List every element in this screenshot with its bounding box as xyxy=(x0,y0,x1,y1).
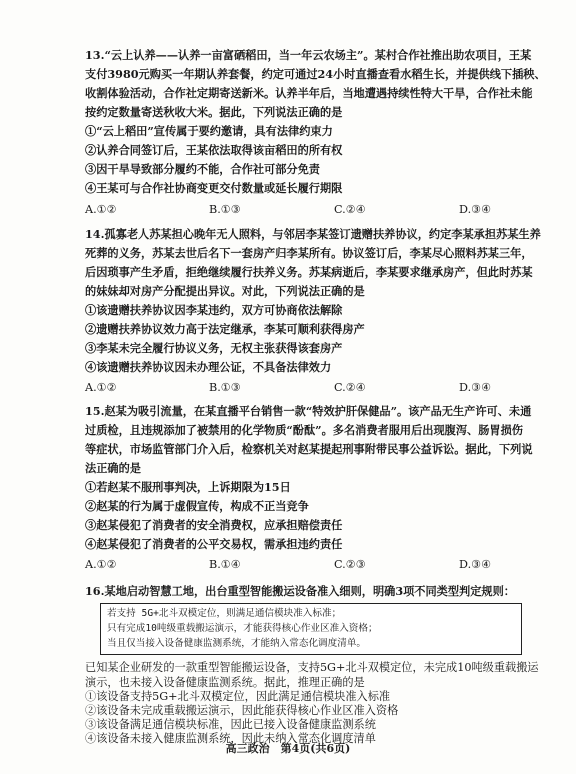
question-stem-line: 16.某地启动智慧工地，出台重型智能搬运设备准入细则，明确3项不同类型判定规则： xyxy=(85,584,515,598)
option-c: C.②③ xyxy=(334,558,366,571)
rule-line: 若支持 5G+北斗双模定位，则满足通信模块准入标准； xyxy=(107,608,342,619)
statement: ③因干旱导致部分履约不能，合作社可部分免责 xyxy=(85,162,320,176)
option-c: C.②④ xyxy=(334,203,366,216)
question-stem-line: 收割体验活动，合作社定期寄送新米。认养半年后，当地遭遇持续性特大干旱，合作社未能 xyxy=(85,86,533,100)
rule-line: 只有完成10吨级重载搬运演示，才能获得核心作业区准入资格； xyxy=(107,623,378,634)
question-stem-line: 已知某企业研发的一款重型智能搬运设备，支持5G+北斗双模定位，未完成10吨级重载搬运 xyxy=(85,661,539,674)
question-stem-line: 14.孤寡老人苏某担心晚年无人照料，与邻居李某签订遗赠扶养协议，约定李某承担苏某生养 xyxy=(85,227,541,241)
question-stem-line: 13.“云上认养——认养一亩富硒稻田，当一年云农场主”。某村合作社推出助农项目，王某 xyxy=(85,48,532,62)
question-stem-line: 支付3980元购买一年期认养套餐，约定可通过24小时直播查看水稻生长，并提供线下插秧、 xyxy=(85,67,546,81)
question-stem-line: 按约定数量寄送秋收大米。据此，下列说法正确的是 xyxy=(85,105,343,119)
question-stem-line: 后因琐事产生矛盾，拒绝继续履行扶养义务。苏某病逝后，李某要求继承房产，但此时苏某 xyxy=(85,265,533,279)
option-a: A.①② xyxy=(85,203,117,216)
rule-line: 当且仅当接入设备健康监测系统，才能纳入常态化调度清单。 xyxy=(107,638,367,649)
answer-options xyxy=(85,558,555,572)
question-stem-line: 死葬的义务，苏某去世后名下一套房产归李某所有。协议签订后，李某尽心照料苏某三年， xyxy=(85,246,533,260)
question-stem-line: 15.赵某为吸引流量，在某直播平台销售一款“特效护肝保健品”。该产品无生产许可、未通 xyxy=(85,404,532,418)
option-a: A.①② xyxy=(85,381,117,394)
statement: ②认养合同签订后，王某依法取得该亩稻田的所有权 xyxy=(85,143,343,157)
option-d: D.③④ xyxy=(459,381,492,394)
option-c: C.②④ xyxy=(334,381,366,394)
question-stem-line: 的妹妹却对房产分配提出异议。对此，下列说法正确的是 xyxy=(85,284,365,298)
option-d: D.③④ xyxy=(459,203,492,216)
question-stem-line: 法正确的是 xyxy=(85,461,141,475)
question-stem-line: 过质检，且违规添加了被禁用的化学物质“酚酞”。多名消费者服用后出现腹泻、肠胃损伤 xyxy=(85,423,523,437)
statement: ④王某可与合作社协商变更交付数量或延长履行期限 xyxy=(85,181,343,195)
statement: ②该设备未完成重载搬运演示，因此能获得核心作业区准入资格 xyxy=(85,704,399,717)
statement: ①“云上稻田”宣传属于要约邀请，具有法律约束力 xyxy=(85,124,333,138)
statement: ③该设备满足通信模块标准，因此已接入设备健康监测系统 xyxy=(85,718,376,731)
rules-box xyxy=(100,603,522,655)
page-footer: 高三政治 第4页(共6页) xyxy=(225,742,351,755)
option-b: B.①④ xyxy=(209,558,241,571)
question-stem-line: 等症状，市场监管部门介入后，检察机关对赵某提起刑事附带民事公益诉讼。据此，下列说 xyxy=(85,442,533,456)
statement: ③李某未完全履行协议义务，无权主张获得该套房产 xyxy=(85,341,343,355)
statement: ②遗赠扶养协议效力高于法定继承，李某可顺利获得房产 xyxy=(85,322,365,336)
option-a: A.①② xyxy=(85,558,117,571)
question-stem-line: 演示，也未接入设备健康监测系统。据此，推理正确的是 xyxy=(85,676,365,689)
option-b: B.①③ xyxy=(209,203,241,216)
statement: ④赵某侵犯了消费者的公平交易权，需承担违约责任 xyxy=(85,537,343,551)
statement: ①该设备支持5G+北斗双模定位，因此满足通信模块准入标准 xyxy=(85,690,391,703)
statement: ②赵某的行为属于虚假宣传，构成不正当竞争 xyxy=(85,499,309,513)
answer-options xyxy=(85,203,555,217)
statement: ①该遗赠扶养协议因李某违约，双方可协商依法解除 xyxy=(85,303,343,317)
option-d: D.③④ xyxy=(459,558,492,571)
statement: ④该设备未接入健康监测系统，因此未纳入常态化调度清单 xyxy=(85,732,376,745)
option-b: B.①③ xyxy=(209,381,241,394)
statement: ③赵某侵犯了消费者的安全消费权，应承担赔偿责任 xyxy=(85,518,343,532)
statement: ①若赵某不服刑事判决，上诉期限为15日 xyxy=(85,480,291,494)
statement: ④该遗赠扶养协议因未办理公证，不具备法律效力 xyxy=(85,360,332,374)
answer-options xyxy=(85,381,555,395)
